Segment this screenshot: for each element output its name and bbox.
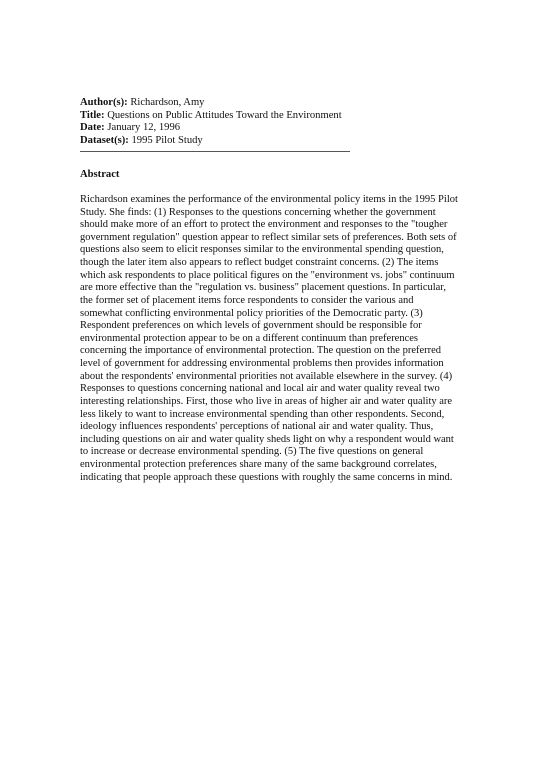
abstract-line: questions also seem to elicit responses similar to the environmental spending question, bbox=[80, 244, 444, 256]
author-label: Author(s): bbox=[80, 97, 128, 108]
abstract-line: Respondent preferences on which levels of government should be responsible for bbox=[80, 320, 422, 332]
abstract-line: level of government for addressing environmental problems then provides information bbox=[80, 358, 444, 370]
author-value: Richardson, Amy bbox=[130, 97, 205, 108]
abstract-line: the former set of placement items force respondents to consider the various and bbox=[80, 294, 414, 306]
abstract-line: less likely to want to increase environmental spending than other respondents. Second, bbox=[80, 408, 445, 420]
abstract-line: environmental protection preferences share many of the same background correlates, bbox=[80, 459, 437, 471]
abstract-line: should make more of an effort to protect the environment and responses to the "tougher bbox=[80, 219, 448, 231]
dataset-line bbox=[80, 135, 480, 148]
header-divider bbox=[80, 151, 350, 152]
document-page bbox=[80, 97, 480, 484]
abstract-line: Responses to questions concerning national and local air and water quality reveal two bbox=[80, 383, 440, 395]
author-line bbox=[80, 97, 480, 110]
date-line bbox=[80, 122, 480, 135]
date-label: Date: bbox=[80, 122, 105, 134]
abstract-line: are more effective than the "regulation vs. business" placement questions. In particular, bbox=[80, 282, 447, 294]
abstract-line: indicating that people approach these questions with roughly the same concerns in mind. bbox=[80, 471, 453, 483]
abstract-heading: Abstract bbox=[80, 169, 120, 181]
title-line bbox=[80, 110, 480, 123]
abstract-line: including questions on air and water quality sheds light on why a respondent would want bbox=[80, 433, 454, 445]
abstract-line: government regulation" question appear to reflect similar sets of preferences. Both sets of bbox=[80, 231, 457, 243]
abstract-line: though the later item also appears to reflect budget constraint concerns. (2) The items bbox=[80, 257, 439, 269]
abstract-line: somewhat conflicting environmental policy priorities of the Democratic party. (3) bbox=[80, 307, 423, 319]
dataset-label: Dataset(s): bbox=[80, 134, 129, 146]
abstract-line: environmental protection appear to be on a different continuum than preferences bbox=[80, 332, 419, 344]
dataset-value: 1995 Pilot Study bbox=[131, 134, 203, 146]
date-value: January 12, 1996 bbox=[107, 122, 181, 134]
abstract-line: interesting relationships. First, those who live in areas of higher air and water quality are bbox=[80, 395, 453, 407]
abstract-line: concerning the importance of environmental protection. The question on the preferred bbox=[80, 345, 442, 357]
abstract-line: about the respondents' environmental priorities not available elsewhere in the survey. (4) bbox=[80, 370, 453, 382]
title-label: Title: bbox=[80, 109, 105, 121]
abstract-line: which ask respondents to place political figures on the "environment vs. jobs" continuum bbox=[80, 269, 455, 281]
abstract-line: to increase or decrease environmental spending. (5) The five questions on general bbox=[80, 446, 424, 458]
abstract-line: ideology influences respondents' perceptions of national air and water quality. Thus, bbox=[80, 421, 434, 433]
title-value: Questions on Public Attitudes Toward the Environment bbox=[107, 109, 342, 121]
abstract-line: Richardson examines the performance of the environmental policy items in the 1995 Pilot bbox=[80, 193, 458, 205]
abstract-line: Study. She finds: (1) Responses to the questions concerning whether the government bbox=[80, 206, 436, 218]
abstract-body bbox=[80, 194, 480, 484]
